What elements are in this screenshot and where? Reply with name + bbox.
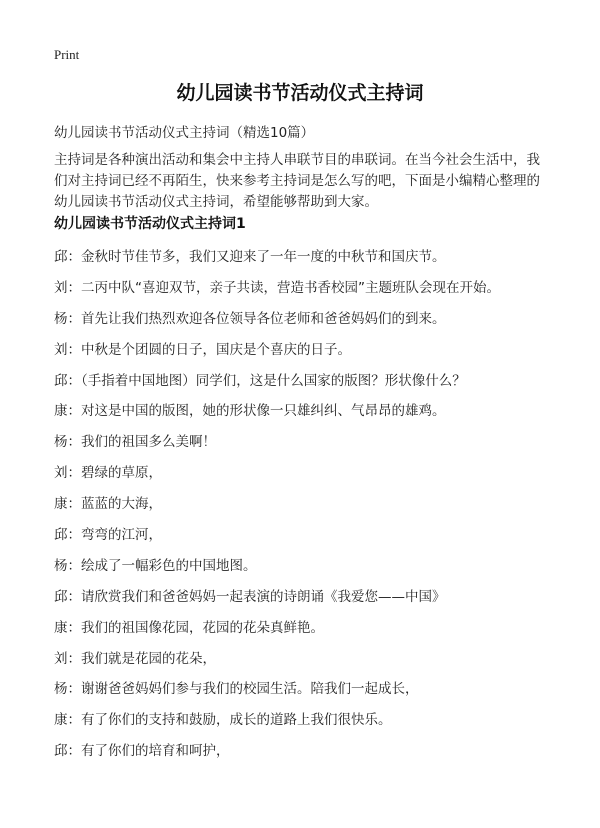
script-line: 刘：中秋是个团圆的日子，国庆是个喜庆的日子。 xyxy=(54,341,351,358)
intro-paragraph: 主持词是各种演出活动和集会中主持人串联节目的串联词。在当今社会生活中，我们对主持词已经不再陌生，快来参考主持词是怎么写的吧，下面是小编精心整理的幼儿园读书节活动仪式主持词，希望能够帮助到大家。 xyxy=(54,152,540,210)
section-heading: 幼儿园读书节活动仪式主持词1 xyxy=(54,216,246,232)
script-line: 邱：（手指着中国地图）同学们，这是什么国家的版图？形状像什么？ xyxy=(54,372,466,389)
script-line: 邱：有了你们的培育和呵护， xyxy=(54,743,230,760)
script-line: 邱：请欣赏我们和爸爸妈妈一起表演的诗朗诵《我爱您——中国》 xyxy=(54,588,446,605)
script-line: 康：有了你们的支持和鼓励，成长的道路上我们很快乐。 xyxy=(54,712,392,729)
script-line: 康：对这是中国的版图，她的形状像一只雄纠纠、气昂昂的雄鸡。 xyxy=(54,403,446,420)
script-line: 刘：碧绿的草原， xyxy=(54,465,162,482)
print-link[interactable]: Print xyxy=(54,47,80,62)
script-line: 杨：谢谢爸爸妈妈们参与我们的校园生活。陪我们一起成长， xyxy=(54,681,419,698)
script-line: 邱：弯弯的江河， xyxy=(54,527,162,544)
document-title: 幼儿园读书节活动仪式主持词 xyxy=(176,82,424,104)
script-line: 邱：金秋时节佳节多，我们又迎来了一年一度的中秋节和国庆节。 xyxy=(54,249,446,265)
script-line: 刘：我们就是花园的花朵， xyxy=(54,650,216,667)
script-line: 刘：二丙中队“喜迎双节，亲子共读，营造书香校园”主题班队会现在开始。 xyxy=(54,279,500,296)
script-line: 杨：绘成了一幅彩色的中国地图。 xyxy=(54,557,257,574)
script-lines xyxy=(54,242,564,767)
script-line: 康：蓝蓝的大海， xyxy=(54,496,162,513)
script-line: 杨：我们的祖国多么美啊！ xyxy=(54,434,216,451)
script-line: 康：我们的祖国像花园，花园的花朵真鲜艳。 xyxy=(54,619,324,636)
script-line: 杨：首先让我们热烈欢迎各位领导各位老师和爸爸妈妈们的到来。 xyxy=(54,310,446,327)
document-subtitle: 幼儿园读书节活动仪式主持词（精选10篇） xyxy=(54,125,315,141)
